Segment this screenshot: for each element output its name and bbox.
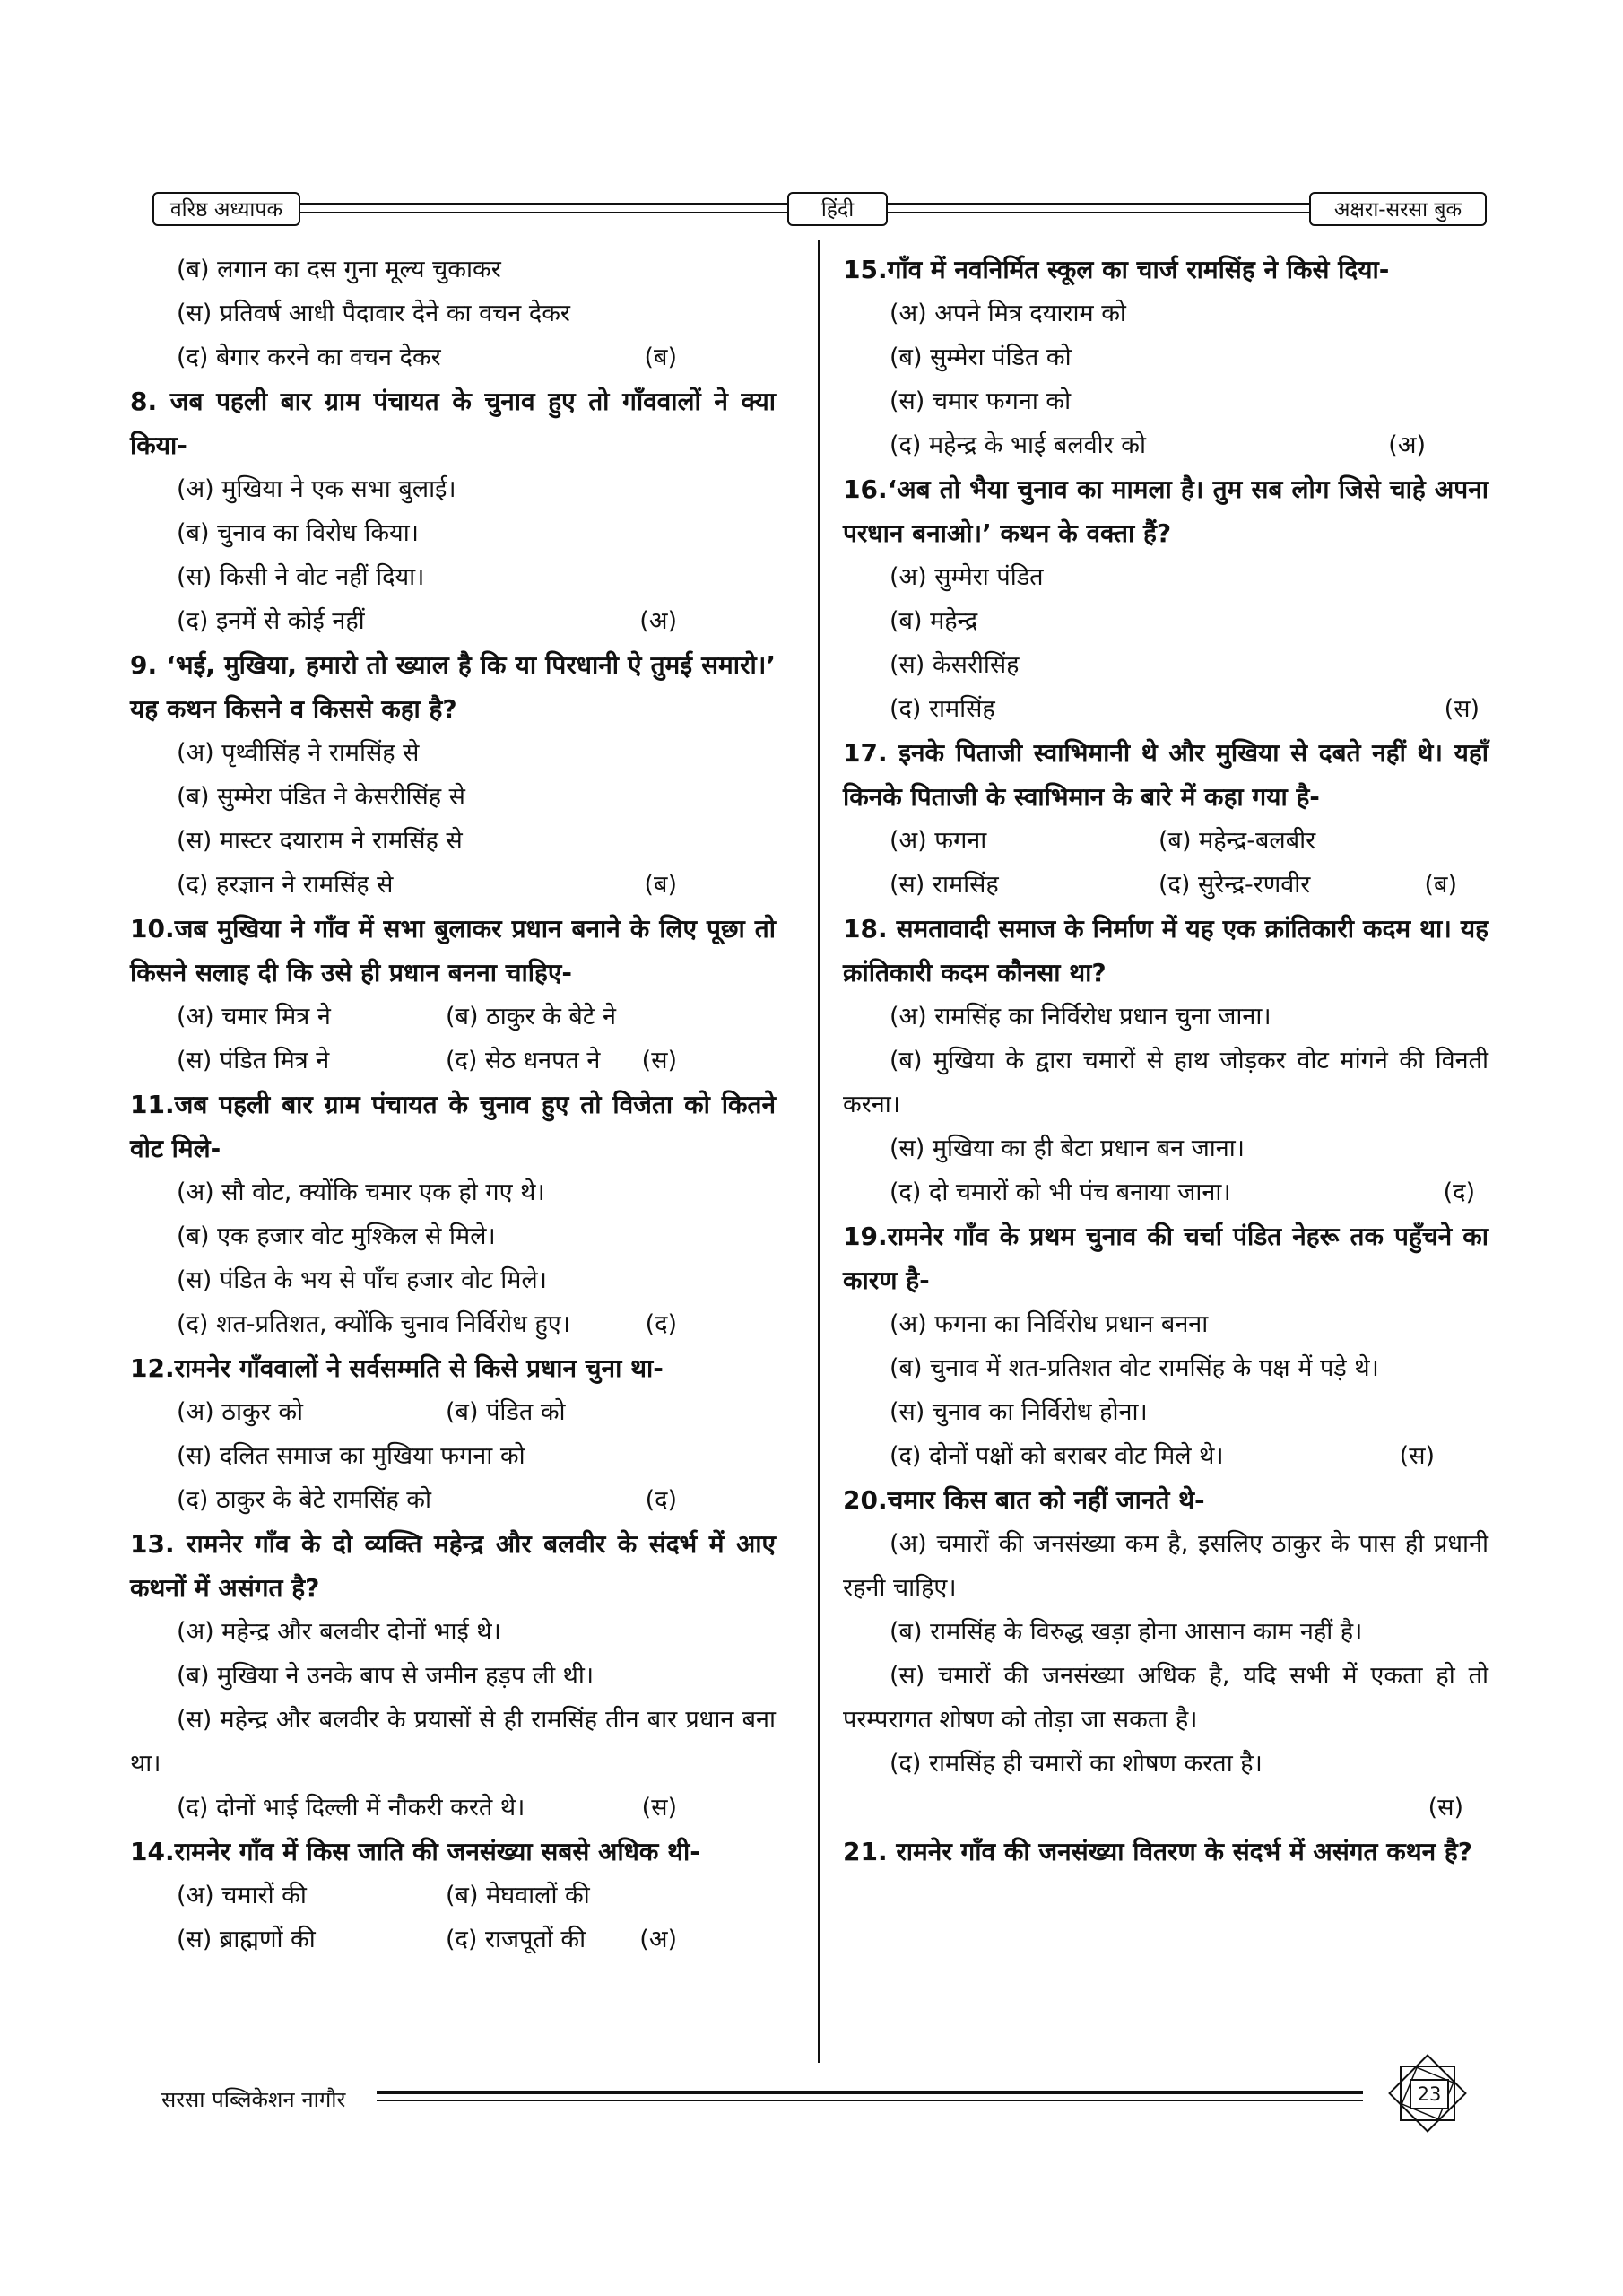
option-pair: [130, 1874, 776, 1918]
option: (द) राजपूतों की: [446, 1926, 586, 1953]
option: (स) किसी ने वोट नहीं दिया।: [177, 563, 425, 591]
option: (स) मास्टर दयाराम ने रामसिंह से: [177, 827, 463, 855]
option-text: (द) रामसिंह: [890, 695, 995, 723]
option: (अ) रामसिंह का निर्विरोध प्रधान चुना जाना।: [890, 1003, 1271, 1031]
option: (अ) सौ वोट, क्योंकि चमार एक हो गए थे।: [177, 1178, 545, 1206]
option: (ब) मेघवालों की: [446, 1882, 590, 1909]
option: (ब) चुनाव का विरोध किया।: [177, 519, 419, 547]
option: (अ) अपने मित्र दयाराम को: [890, 300, 1126, 327]
option: (अ) मुखिया ने एक सभा बुलाई।: [177, 475, 456, 503]
option-text: (द) दो चमारों को भी पंच बनाया जाना।: [890, 1178, 1231, 1206]
option: (अ) सुम्मेरा पंडित: [890, 563, 1044, 591]
option-pair: [843, 819, 1488, 863]
option-text: (द) शत-प्रतिशत, क्योंकि चुनाव निर्विरोध हुए।: [177, 1310, 570, 1338]
option-with-answer: [843, 687, 1488, 731]
option: (ब) महेन्द्र-बलबीर: [1159, 827, 1316, 855]
option: (द) रामसिंह ही चमारों का शोषण करता है।: [890, 1750, 1263, 1778]
option: (ब) पंडित को: [446, 1398, 566, 1426]
answer-key: (स): [1428, 1794, 1463, 1822]
option-pair: [130, 1390, 776, 1434]
header-subject-label: हिंदी: [787, 192, 888, 226]
page-number: 23: [1410, 2079, 1449, 2109]
option-with-answer: [130, 1478, 776, 1522]
option: (अ) फगना: [890, 827, 987, 855]
option-text: (द) महेन्द्र के भाई बलवीर को: [890, 431, 1146, 459]
answer-key: (स): [1444, 695, 1480, 723]
option: (ब) मुखिया के द्वारा चमारों से हाथ जोड़कर वोट मांगने की विनती करना।: [843, 1047, 1488, 1118]
question: 10.जब मुखिया ने गाँव में सभा बुलाकर प्रधान बनाने के लिए पूछा तो किसने सलाह दी कि उसे ही प्रधान बनना चाहिए-: [130, 914, 776, 987]
option: (स) मुखिया का ही बेटा प्रधान बन जाना।: [890, 1135, 1245, 1162]
question: 14.रामनेर गाँव में किस जाति की जनसंख्या सबसे अधिक थी-: [130, 1837, 700, 1866]
option: (द) सुरेन्द्र-रणवीर: [1159, 871, 1311, 899]
option: (ब) मुखिया ने उनके बाप से जमीन हड़प ली थी।: [177, 1662, 595, 1690]
option: (ब) सुम्मेरा पंडित को: [890, 344, 1072, 371]
option: (अ) फगना का निर्विरोध प्रधान बनना: [890, 1310, 1209, 1338]
option-with-answer: [130, 1786, 776, 1830]
header-book-label: अक्षरा-सरसा बुक: [1309, 192, 1487, 226]
option: (ब) सुम्मेरा पंडित ने केसरीसिंह से: [177, 783, 465, 811]
question: 13. रामनेर गाँव के दो व्यक्ति महेन्द्र और बलवीर के संदर्भ में आए कथनों में असंगत है?: [130, 1529, 776, 1603]
option-text: (द) इनमें से कोई नहीं: [177, 607, 365, 635]
option: (ब) एक हजार वोट मुश्किल से मिले।: [177, 1222, 496, 1250]
option: (स) दलित समाज का मुखिया फगना को: [177, 1442, 525, 1470]
option: (स) पंडित मित्र ने: [177, 1047, 330, 1074]
option-with-answer: [130, 599, 776, 643]
footer-rule: [377, 2100, 1363, 2101]
question: 11.जब पहली बार ग्राम पंचायत के चुनाव हुए तो विजेता को कितने वोट मिले-: [130, 1090, 776, 1163]
option-text: (द) बेगार करने का वचन देकर: [177, 344, 441, 371]
header-rule: [300, 203, 787, 205]
answer-key: (स): [641, 1047, 677, 1074]
header-exam-label: वरिष्ठ अध्यापक: [152, 192, 300, 226]
answer-key: (द): [645, 1310, 677, 1338]
left-column: [130, 248, 776, 1961]
answer-key: (स): [641, 1794, 677, 1822]
option: (अ) चमार मित्र ने: [177, 1003, 331, 1031]
answer-key: (द): [1443, 1178, 1475, 1206]
option: (ब) ठाकुर के बेटे ने: [446, 1003, 617, 1031]
option: (ब) महेन्द्र: [890, 607, 978, 635]
question: 15.गाँव में नवनिर्मित स्कूल का चार्ज रामसिंह ने किसे दिया-: [843, 255, 1390, 284]
footer-rule: [377, 2091, 1363, 2094]
option: (अ) चमारों की: [177, 1882, 307, 1909]
question: 19.रामनेर गाँव के प्रथम चुनाव की चर्चा पंडित नेहरू तक पहुँचने का कारण है-: [843, 1222, 1488, 1295]
question: 9. ‘भई, मुखिया, हमारो तो ख्याल है कि या पिरधानी ऐ तुमई समारो।’ यह कथन किसने व किससे कहा है?: [130, 650, 776, 724]
option: (अ) पृथ्वीसिंह ने रामसिंह से: [177, 739, 420, 767]
option-text: (द) दोनों भाई दिल्ली में नौकरी करते थे।: [177, 1794, 525, 1822]
answer-key: (अ): [639, 1926, 677, 1953]
question: 17. इनके पिताजी स्वाभिमानी थे और मुखिया से दबते नहीं थे। यहाँ किनके पिताजी के स्वाभिमान के बारे में कहा गया है-: [843, 738, 1488, 812]
option: (अ) चमारों की जनसंख्या कम है, इसलिए ठाकुर के पास ही प्रधानी रहनी चाहिए।: [843, 1530, 1488, 1602]
header-rule: [888, 212, 1309, 213]
option-text: (द) हरज्ञान ने रामसिंह से: [177, 871, 394, 899]
publisher-name: सरसा पब्लिकेशन नागौर: [161, 2087, 346, 2112]
answer-key: (द): [645, 1486, 677, 1514]
option: (स) चमार फगना को: [890, 387, 1072, 415]
answer-key: (ब): [644, 871, 677, 899]
question: 16.‘अब तो भैया चुनाव का मामला है। तुम सब लोग जिसे चाहे अपना परधान बनाओ।’ कथन के वक्ता हैं?: [843, 474, 1488, 548]
option: (स) प्रतिवर्ष आधी पैदावार देने का वचन देकर: [177, 300, 570, 327]
option: (स) महेन्द्र और बलवीर के प्रयासों से ही रामसिंह तीन बार प्रधान बना था।: [130, 1706, 776, 1778]
answer-key: (स): [1399, 1442, 1435, 1470]
option: (स) चुनाव का निर्विरोध होना।: [890, 1398, 1148, 1426]
option-pair: [130, 1918, 776, 1961]
question: 12.रामनेर गाँववालों ने सर्वसम्मति से किसे प्रधान चुना था-: [130, 1353, 664, 1383]
option: (स) पंडित के भय से पाँच हजार वोट मिले।: [177, 1266, 547, 1294]
page-header: [152, 192, 1488, 230]
option: (स) केसरीसिंह: [890, 651, 1020, 679]
question: 8. जब पहली बार ग्राम पंचायत के चुनाव हुए तो गाँववालों ने क्या किया-: [130, 387, 776, 460]
answer-key: (अ): [639, 607, 677, 635]
option-with-answer: [843, 423, 1488, 467]
option: (ब) लगान का दस गुना मूल्य चुकाकर: [177, 256, 501, 283]
header-rule: [888, 203, 1309, 205]
option-with-answer: [130, 335, 776, 379]
right-column: [843, 248, 1488, 1874]
question: 18. समतावादी समाज के निर्माण में यह एक क्रांतिकारी कदम था। यह क्रांतिकारी कदम कौनसा था?: [843, 914, 1488, 987]
header-rule: [300, 212, 787, 213]
option-pair: [843, 863, 1488, 907]
option-text: (द) दोनों पक्षों को बराबर वोट मिले थे।: [890, 1442, 1224, 1470]
question: 20.चमार किस बात को नहीं जानते थे-: [843, 1485, 1205, 1515]
option: (ब) चुनाव में शत-प्रतिशत वोट रामसिंह के पक्ष में पड़े थे।: [890, 1354, 1379, 1382]
question: 21. रामनेर गाँव की जनसंख्या वितरण के संदर्भ में असंगत कथन है?: [843, 1837, 1473, 1866]
answer-key: (ब): [644, 344, 677, 371]
option-text: (द) ठाकुर के बेटे रामसिंह को: [177, 1486, 432, 1514]
option-pair: [130, 995, 776, 1039]
option: (स) चमारों की जनसंख्या अधिक है, यदि सभी में एकता हो तो परम्परागत शोषण को तोड़ा जा सकता है।: [843, 1662, 1488, 1734]
option: (स) रामसिंह: [890, 871, 999, 899]
option-with-answer: [843, 1434, 1488, 1478]
option-with-answer: [843, 1170, 1488, 1214]
option-with-answer: [130, 1302, 776, 1346]
answer-key: (अ): [1388, 431, 1426, 459]
column-divider: [818, 240, 820, 2063]
option: (अ) महेन्द्र और बलवीर दोनों भाई थे।: [177, 1618, 501, 1646]
option: (स) ब्राह्मणों की: [177, 1926, 316, 1953]
option: (अ) ठाकुर को: [177, 1398, 304, 1426]
answer-key: (ब): [1424, 871, 1457, 899]
option: (द) सेठ धनपत ने: [446, 1047, 601, 1074]
option-with-answer: [130, 863, 776, 907]
option: (ब) रामसिंह के विरुद्ध खड़ा होना आसान काम नहीं है।: [890, 1618, 1363, 1646]
option-pair: [130, 1039, 776, 1083]
